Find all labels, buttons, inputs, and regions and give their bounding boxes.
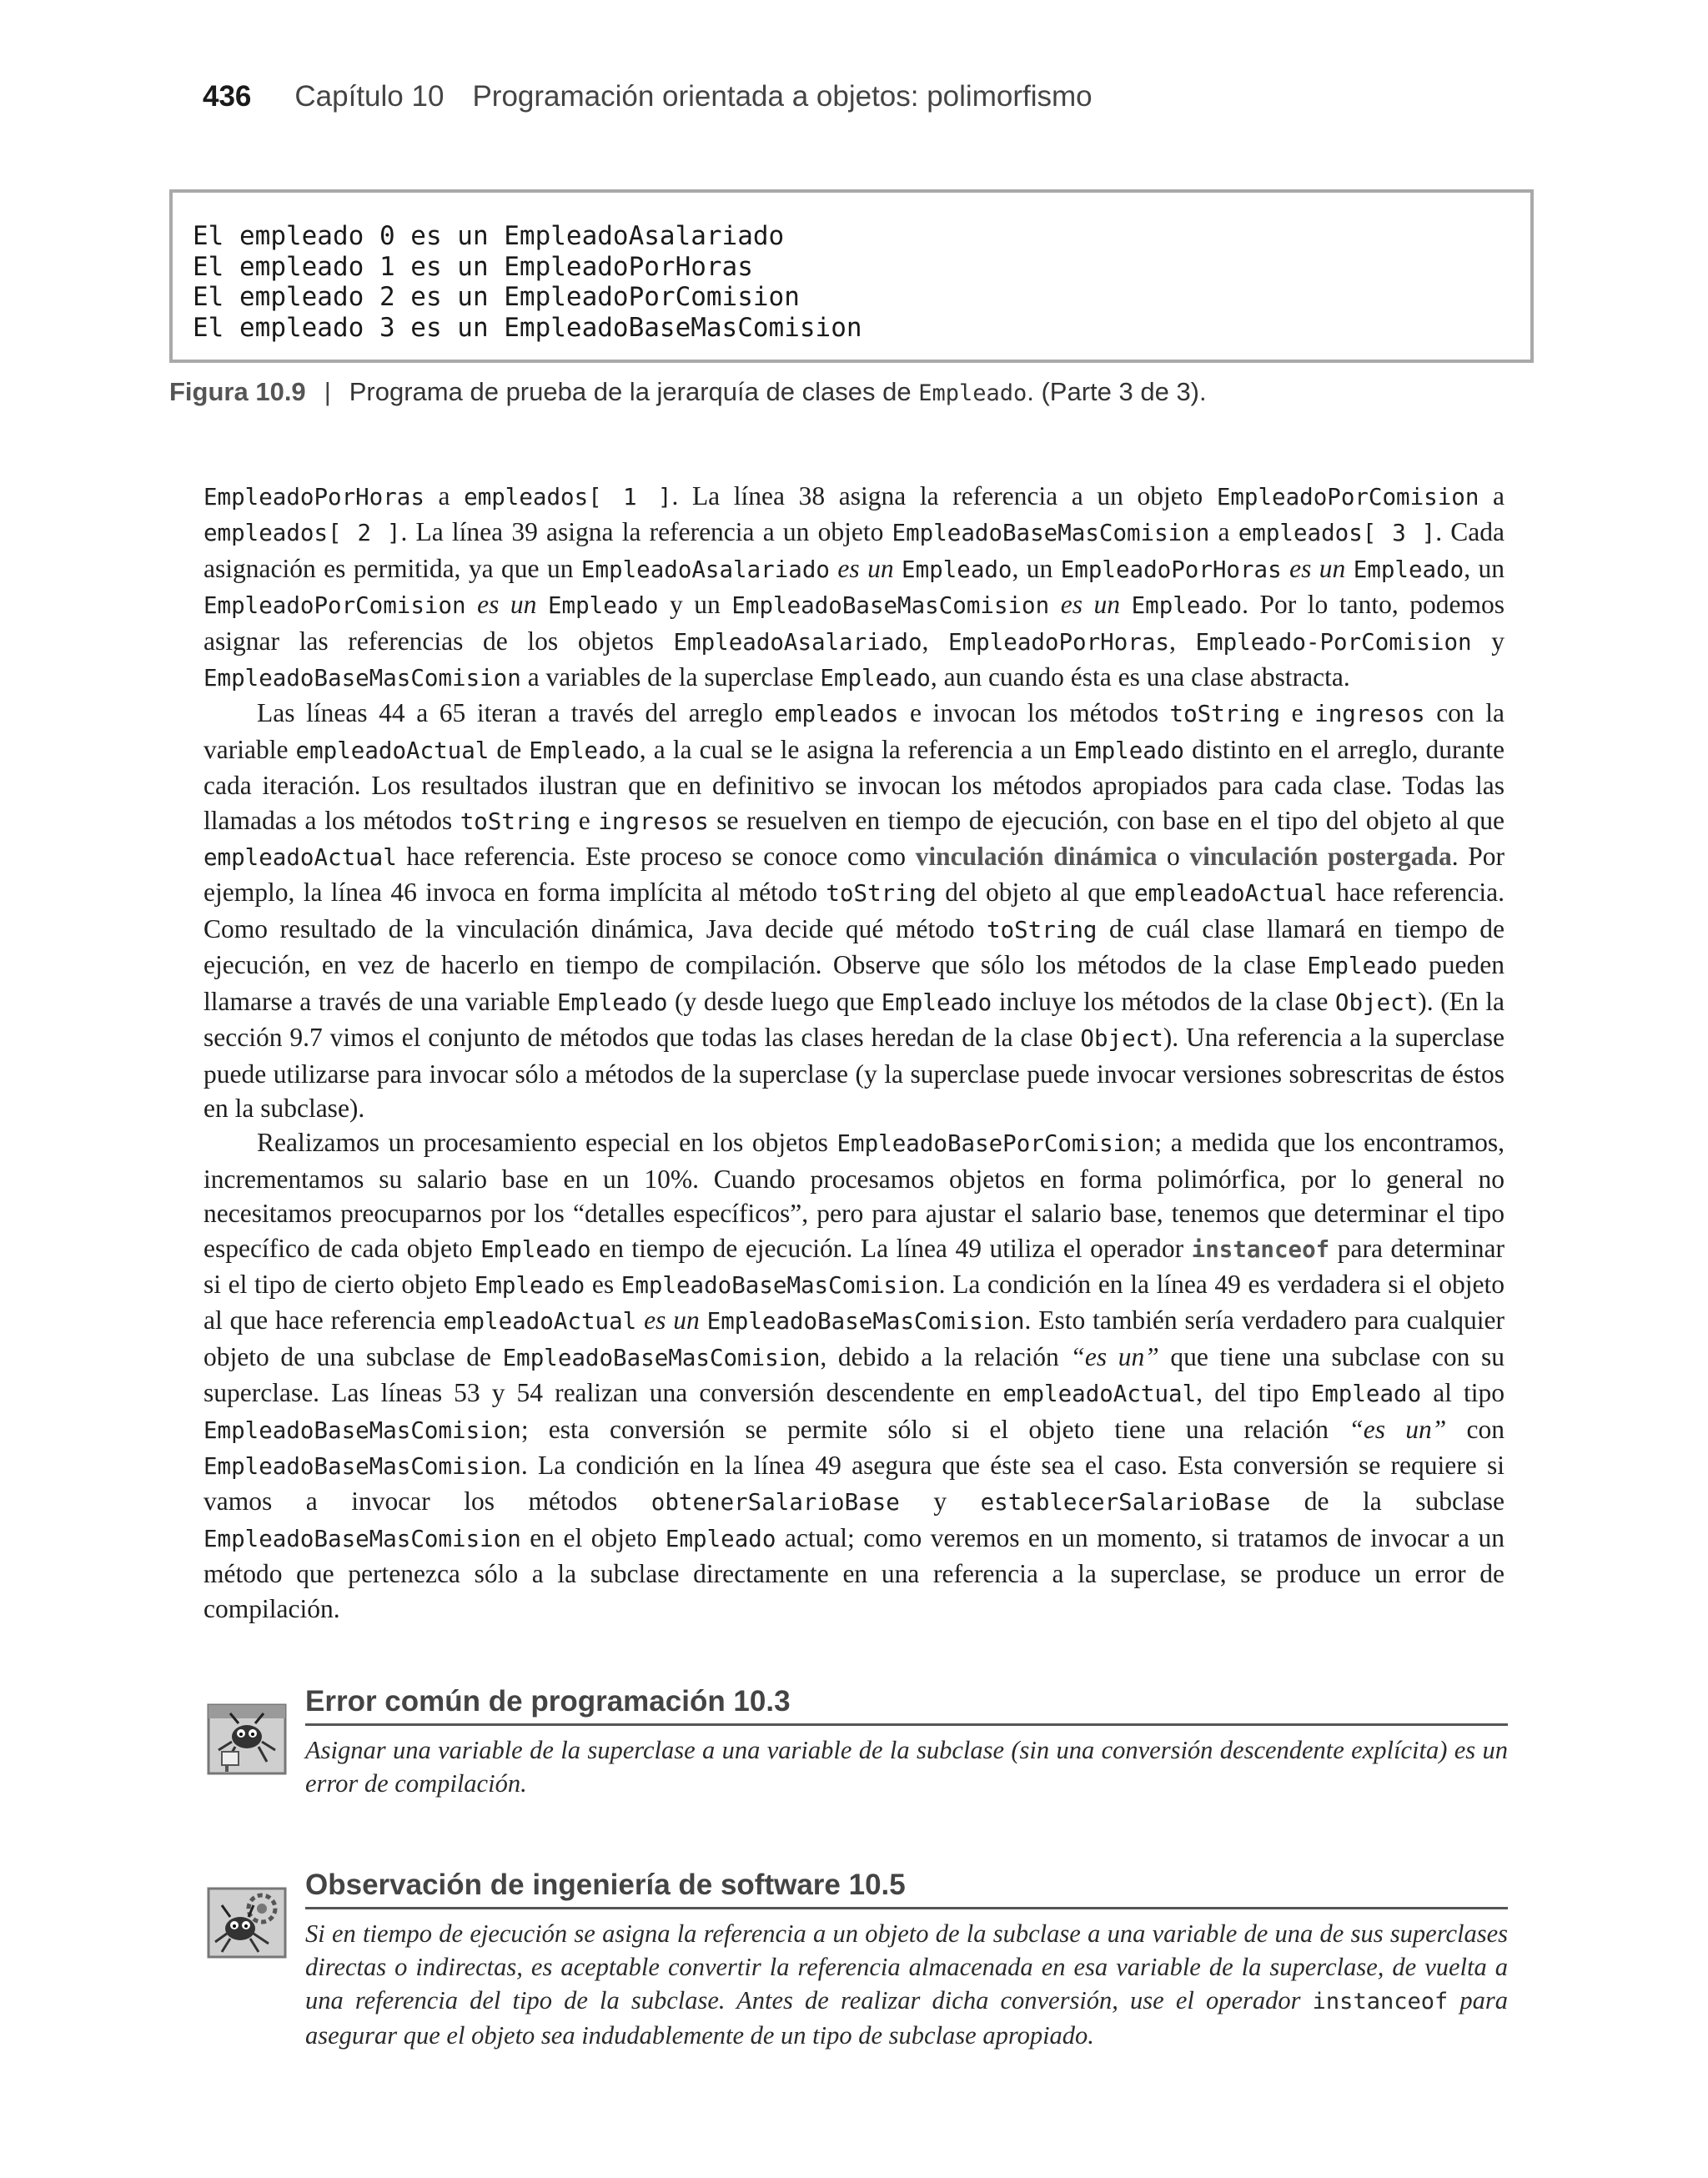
caption-separator: | — [324, 377, 331, 406]
caption-code: Empleado — [918, 380, 1027, 406]
page-number: 436 — [203, 80, 252, 113]
inline-code: EmpleadoBaseMasComision — [203, 1452, 521, 1480]
inline-code: Empleado-PorComision — [1195, 628, 1472, 656]
inline-code: EmpleadoPorComision — [1216, 484, 1479, 511]
tip-text — [305, 1917, 1508, 2052]
inline-code: EmpleadoBaseMasComision — [203, 665, 521, 692]
inline-code: Empleado — [557, 988, 668, 1016]
figure-label: Figura 10.9 — [169, 377, 306, 406]
output-line: El empleado 3 es un EmpleadoBaseMasComision — [193, 312, 862, 343]
body-text — [203, 479, 1505, 1626]
tip-title: Observación de ingeniería de software 10.5 — [305, 1869, 1508, 1909]
inline-code: Empleado — [1353, 556, 1464, 583]
output-line: El empleado 0 es un EmpleadoAsalariado — [193, 221, 785, 251]
emphasis: es un — [644, 1305, 700, 1335]
tip-code: instanceof — [1312, 1989, 1449, 2015]
inline-code: empleadoActual — [1002, 1381, 1197, 1408]
output-line: El empleado 2 es un EmpleadoPorComision — [193, 282, 800, 312]
inline-code: Empleado — [881, 988, 992, 1016]
inline-code: empleados[ 2 ] — [203, 520, 401, 547]
figure-caption — [169, 377, 1207, 407]
running-header — [203, 80, 1093, 113]
inline-code: EmpleadoBaseMasComision — [620, 1271, 939, 1299]
inline-code: EmpleadoPorHoras — [1060, 556, 1282, 583]
output-line: El empleado 1 es un EmpleadoPorHoras — [193, 251, 753, 282]
inline-code: EmpleadoBaseMasComision — [892, 520, 1210, 547]
inline-code: Object — [1334, 988, 1419, 1016]
inline-code: toString — [460, 807, 571, 835]
emphasis: es un — [477, 590, 537, 620]
keyword-code: instanceof — [1191, 1235, 1330, 1263]
inline-code: Empleado — [820, 665, 931, 692]
inline-code: toString — [987, 916, 1098, 943]
paragraph-1: EmpleadoPorHoras a empleados[ 1 ]. La línea 38 asigna la referencia a un objeto EmpleadoPorComision a empleados[ 2 ]. La línea 39 asigna la referencia a un objeto EmpleadoBaseMasComision a empleados[ 3 ]. Cada asignación es permitida, ya que un EmpleadoAsalariado es un Empleado, un EmpleadoPorHoras es un Empleado, un EmpleadoPorComision es un Empleado y un EmpleadoBaseMasComision es un Empleado. Por lo tanto, podemos asignar las referencias de los objetos EmpleadoAsalariado, EmpleadoPorHoras, Empleado-PorComision y EmpleadoBaseMasComision a variables de la superclase Empleado, aun cuando ésta es una clase abstracta. — [203, 481, 1505, 692]
inline-code: empleadoActual — [1134, 880, 1328, 908]
inline-code: empleadoActual — [443, 1308, 637, 1335]
inline-code: EmpleadoBasePorComision — [836, 1130, 1155, 1158]
inline-code: toString — [826, 880, 937, 908]
inline-code: empleados — [774, 701, 899, 728]
emphasis: “es un” — [1349, 1414, 1447, 1444]
inline-code: EmpleadoBaseMasComision — [731, 592, 1050, 620]
program-output-lines — [193, 221, 862, 343]
inline-code: Empleado — [665, 1525, 776, 1552]
inline-code: EmpleadoBaseMasComision — [203, 1525, 521, 1552]
inline-code: ingresos — [598, 807, 709, 835]
inline-code: EmpleadoPorComision — [203, 592, 466, 620]
inline-code: establecerSalarioBase — [980, 1489, 1271, 1517]
caption-text-end: . (Parte 3 de 3). — [1027, 377, 1207, 406]
inline-code: EmpleadoBaseMasComision — [706, 1308, 1025, 1335]
program-output-box — [169, 189, 1534, 363]
tip-text-end: para asegurar que el objeto sea indudablemente de un tipo de subclase apropiado. — [305, 1986, 1508, 2050]
inline-code: Empleado — [548, 592, 659, 620]
chapter-label: Capítulo 10 — [294, 80, 445, 113]
caption-text: Programa de prueba de la jerarquía de clases de — [349, 377, 912, 406]
emphasis: es un — [837, 553, 894, 583]
inline-code: EmpleadoPorHoras — [948, 628, 1169, 656]
bug-gear-icon — [205, 1884, 289, 1960]
inline-code: EmpleadoBaseMasComision — [502, 1344, 821, 1371]
chapter-title: Programación orientada a objetos: polimorfismo — [472, 80, 1093, 113]
emphasis: es un — [1060, 590, 1121, 620]
inline-code: EmpleadoAsalariado — [580, 556, 830, 583]
inline-code: Empleado — [1073, 737, 1184, 764]
bug-thumbs-down-icon — [205, 1700, 289, 1777]
inline-code: empleadoActual — [295, 737, 490, 764]
paragraph-2: Las líneas 44 a 65 iteran a través del arreglo empleados e invocan los métodos toString e ingresos con la variable empleadoActual de Empleado, a la cual se le asigna la referencia a un Empleado distinto en el arreglo, durante cada iteración. Los resultados ilustran que en definitivo se invocan los métodos apropiados para cada clase. Todas las llamadas a los métodos toString e ingresos se resuelven en tiempo de ejecución, con base en el tipo del objeto al que empleadoActual hace referencia. Este proceso se conoce como vinculación dinámica o vinculación postergada. Por ejemplo, la línea 46 invoca en forma implícita al método toString del objeto al que empleadoActual hace referencia. Como resultado de la vinculación dinámica, Java decide qué método toString de cuál clase llamará en tiempo de ejecución, en vez de hacerlo en tiempo de compilación. Observe que sólo los métodos de la clase Empleado pueden llamarse a través de una variable Empleado (y desde luego que Empleado incluye los métodos de la clase Object). (En la sección 9.7 vimos el conjunto de métodos que todas las clases heredan de la clase Object). Una referencia a la superclase puede utilizarse para invocar sólo a métodos de la superclase (y la superclase puede invocar versiones sobrescritas de éstos en la subclase). — [203, 698, 1505, 1123]
inline-code: Empleado — [1131, 592, 1243, 620]
inline-code: EmpleadoPorHoras — [203, 484, 424, 511]
inline-code: Empleado — [480, 1235, 591, 1263]
paragraph-3: Realizamos un procesamiento especial en los objetos EmpleadoBasePorComision; a medida que los encontramos, incrementamos su salario base en un 10%. Cuando procesamos objetos en forma polimórfica, por lo general no necesitamos preocuparnos por los “detalles específicos”, pero para ajustar el salario base, tenemos que determinar el tipo específico de cada objeto Empleado en tiempo de ejecución. La línea 49 utiliza el operador instanceof para determinar si el tipo de cierto objeto Empleado es EmpleadoBaseMasComision. La condición en la línea 49 es verdadera si el objeto al que hace referencia empleadoActual es un EmpleadoBaseMasComision. Esto también sería verdadero para cualquier objeto de una subclase de EmpleadoBaseMasComision, debido a la relación “es un” que tiene una subclase con su superclase. Las líneas 53 y 54 realizan una conversión descendente en empleadoActual, del tipo Empleado al tipo EmpleadoBaseMasComision; esta conversión se permite sólo si el objeto tiene una relación “es un” con EmpleadoBaseMasComision. La condición en la línea 49 asegura que éste sea el caso. Esta conversión se requiere si vamos a invocar los métodos obtenerSalarioBase y establecerSalarioBase de la subclase EmpleadoBaseMasComision en el objeto Empleado actual; como veremos en un momento, si tratamos de invocar a un método que pertenezca sólo a la subclase directamente en una referencia a la superclase, se produce un error de compilación. — [203, 1128, 1505, 1623]
inline-code: ingresos — [1314, 701, 1425, 728]
tip-title: Error común de programación 10.3 — [305, 1685, 1508, 1726]
inline-code: empleadoActual — [203, 844, 397, 872]
inline-code: Empleado — [1307, 953, 1418, 980]
inline-code: EmpleadoAsalariado — [673, 628, 922, 656]
emphasis: es un — [1289, 553, 1346, 583]
key-term: vinculación dinámica — [915, 842, 1158, 872]
tip-text: Asignar una variable de la superclase a una variable de la subclase (sin una conversión descendente explícita) es un error de compilación. — [305, 1736, 1508, 1798]
inline-code: Empleado — [1310, 1381, 1422, 1408]
tip-text-start: Si en tiempo de ejecución se asigna la referencia a un objeto de la subclase a una variable de una de sus superclases directas o indirectas, es aceptable convertir la referencia almacenada en esa variable de la superclase, de vuelta a una referencia del tipo de la subclase. Antes de realizar dicha conversión, use el operador — [305, 1919, 1508, 2015]
inline-code: empleados[ 3 ] — [1238, 520, 1436, 547]
inline-code: Empleado — [474, 1271, 585, 1299]
emphasis: “es un” — [1070, 1341, 1159, 1371]
key-term: vinculación postergada — [1189, 842, 1452, 872]
inline-code: obtenerSalarioBase — [651, 1489, 900, 1517]
inline-code: EmpleadoBaseMasComision — [203, 1416, 521, 1444]
inline-code: toString — [1169, 701, 1280, 728]
inline-code: empleados[ 1 ] — [464, 484, 672, 511]
inline-code: Empleado — [529, 737, 640, 764]
inline-code: Object — [1080, 1025, 1163, 1053]
inline-code: Empleado — [902, 556, 1012, 583]
